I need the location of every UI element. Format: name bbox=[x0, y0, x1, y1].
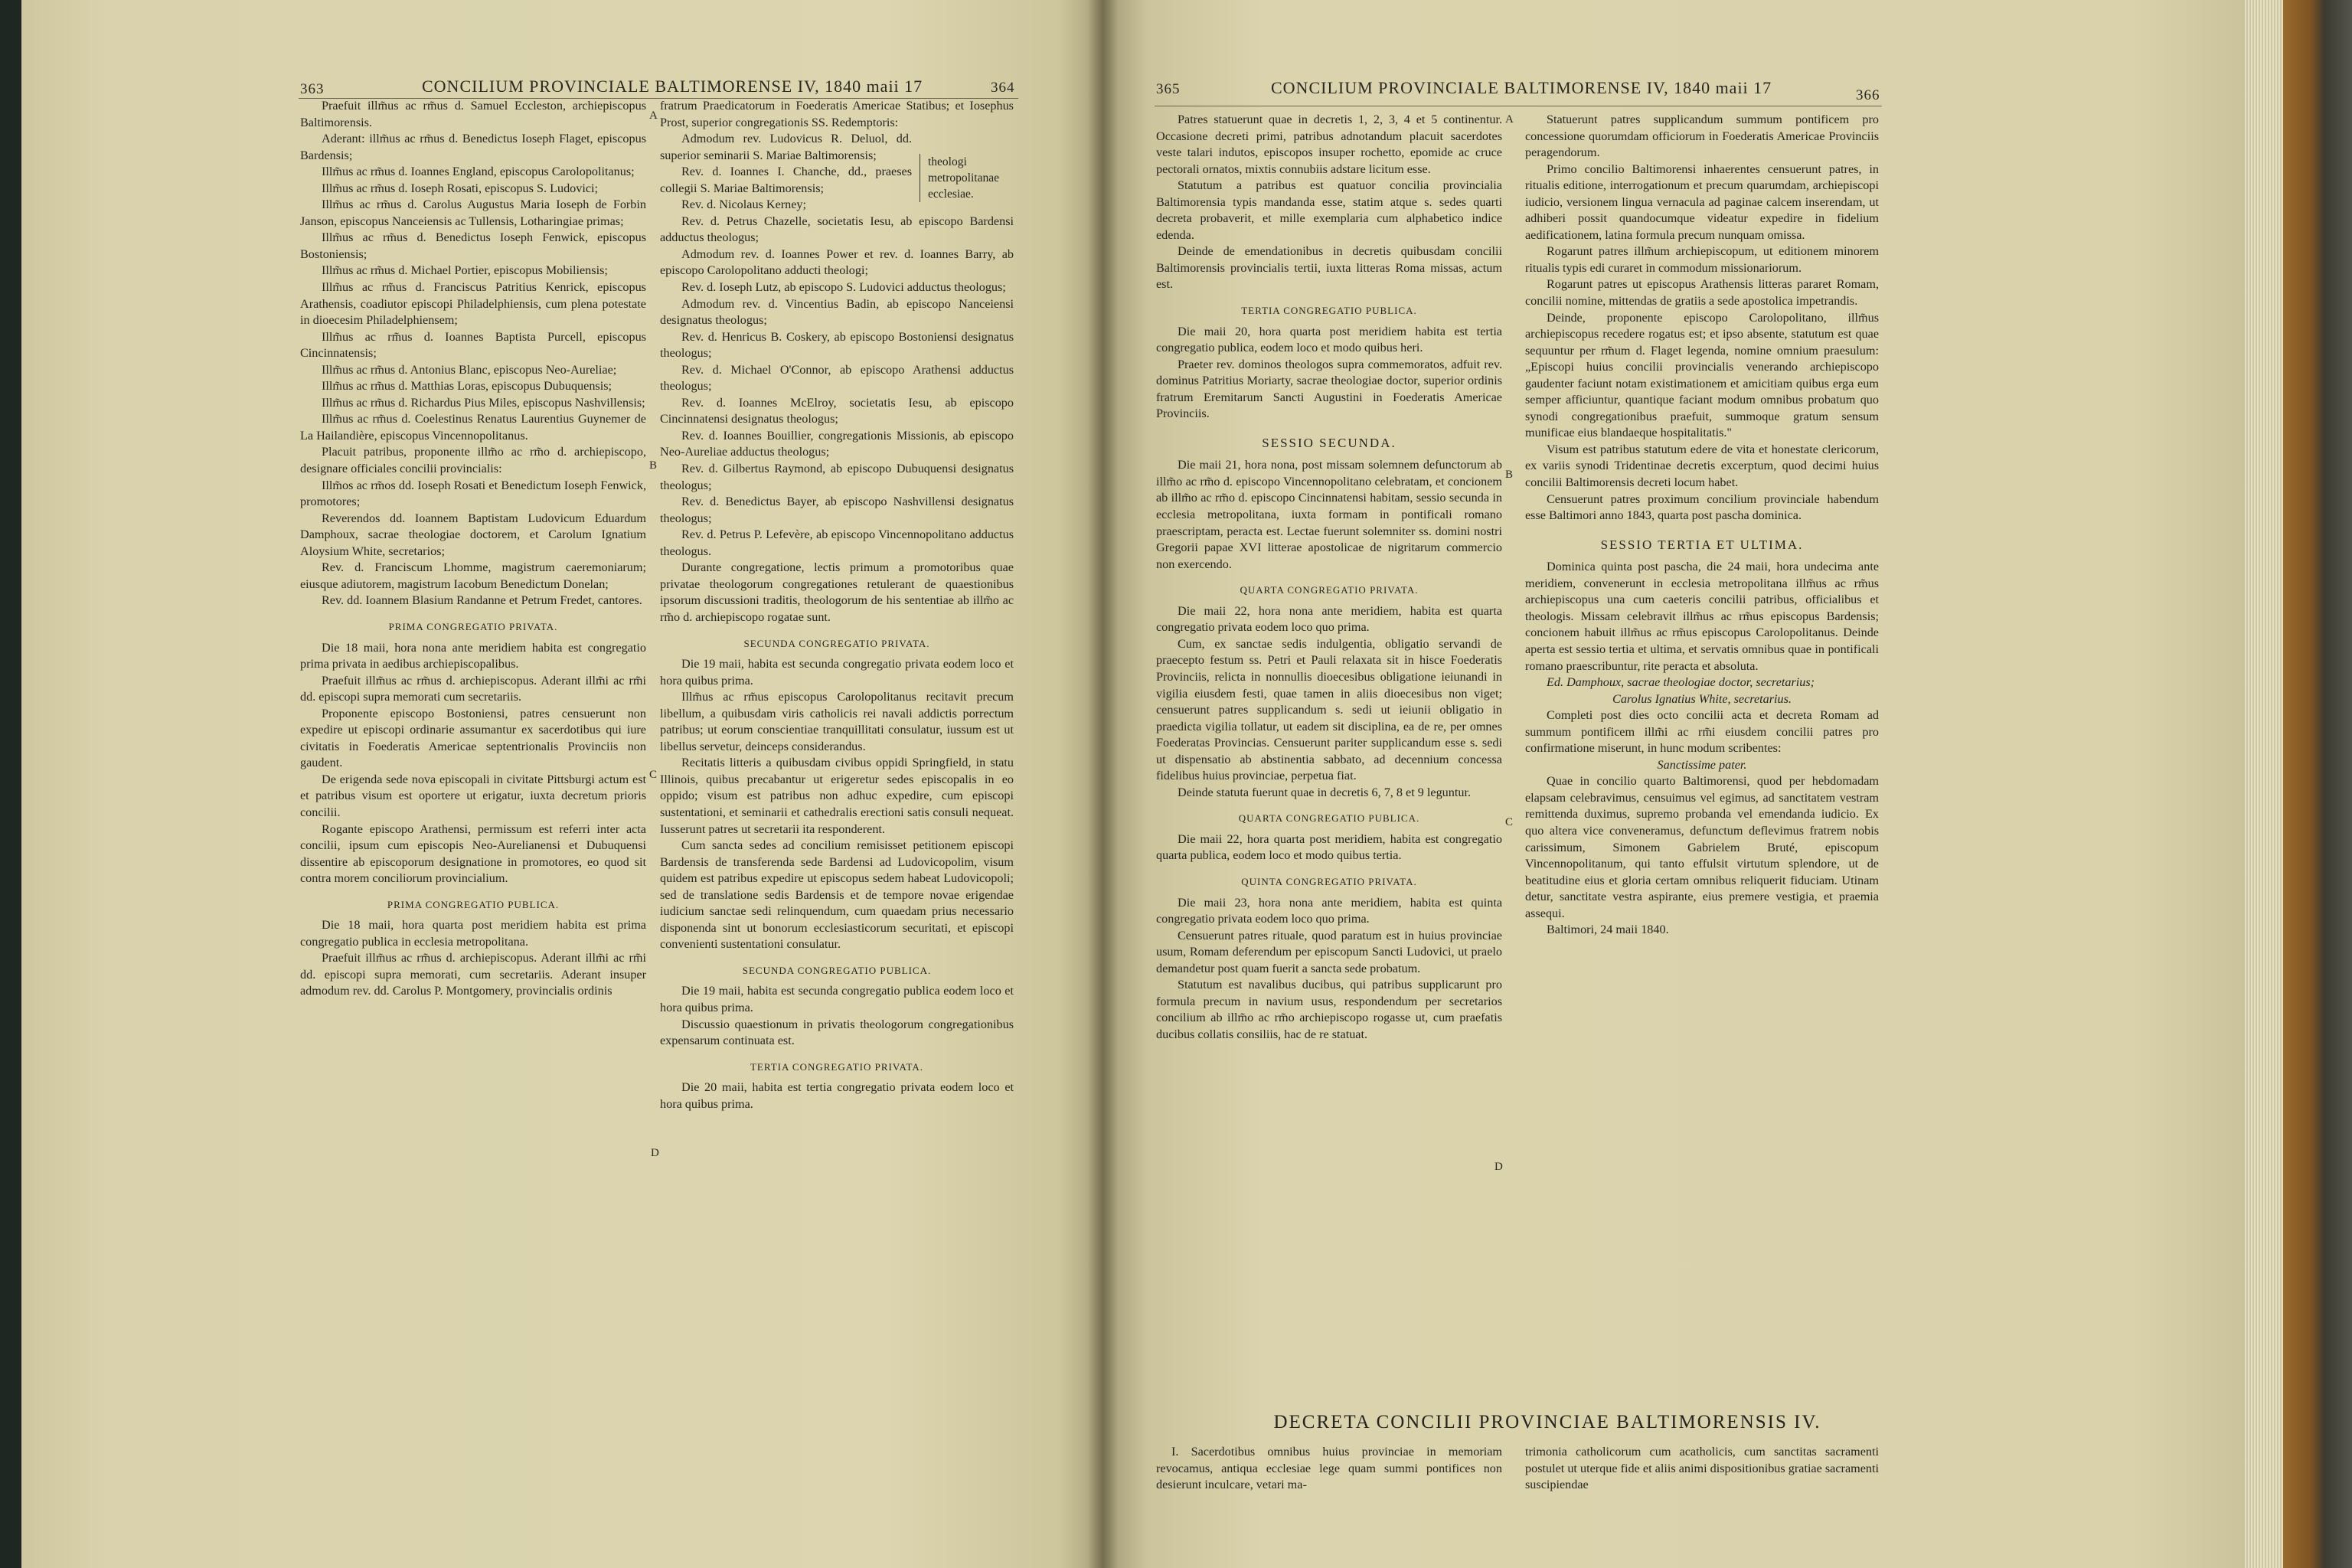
paragraph: Reverendos dd. Ioannem Baptistam Ludovicum Eduardum Damphoux, sacrae theologiae doctorem, et Carolum Ignatium Aloysium White, secretarios; bbox=[300, 511, 646, 558]
margin-letter-c: C bbox=[649, 769, 658, 781]
decreta-column-2 bbox=[1525, 1444, 1879, 1494]
paragraph: Patres statuerunt quae in decretis 1, 2, 3, 4 et 5 continentur. Occasione decreti primi, patribus adnotandum placuit sacerdotes veste talari indutos, episcopos insuper rochetto, epomide ac cruce pectorali ornatos, mixtis connubiis adstare licitum esse. bbox=[1156, 113, 1502, 176]
paragraph: Aderant: illm̃us ac rm̃us d. Benedictus Ioseph Flaget, episcopus Bardensis; bbox=[300, 132, 646, 162]
paragraph: Rev. d. Franciscum Lhomme, magistrum caeremoniarum; eiusque adiutorem, magistrum Iacobum Benedictum Donelan; bbox=[300, 560, 646, 591]
margin-letter-a-right: A bbox=[1505, 113, 1514, 126]
paragraph: Rev. dd. Ioannem Blasium Randanne et Petrum Fredet, cantores. bbox=[322, 593, 642, 608]
margin-letter-d-right: D bbox=[1494, 1161, 1503, 1173]
signature-line: Carolus Ignatius White, secretarius. bbox=[1612, 691, 1792, 706]
paragraph: Rev. d. Ioannes Bouillier, congregationis Missionis, ab episcopo Neo-Aureliae adductus theologus; bbox=[660, 428, 1014, 459]
decreta-text-1: I. Sacerdotibus omnibus huius provinciae in memoriam revocamus, antiqua ecclesiae lege quam summi pontifices non desierunt inculcare, vetari ma- bbox=[1156, 1445, 1502, 1491]
margin-letter-b: B bbox=[649, 459, 658, 472]
section-heading: SECUNDA CONGREGATIO PRIVATA. bbox=[743, 637, 930, 649]
paragraph: Illm̃us ac rm̃us d. Richardus Pius Miles, episcopus Nashvillensis; bbox=[322, 395, 645, 410]
paragraph: Statutum est navalibus ducibus, qui patribus supplicarunt pro formula precum in navium usus, respondendum per secretarios concilium ab illm̃o ac rm̃o archiepiscopo rogasse ut, cum praefatis ducibus collatis consiliis, hac de re statuat. bbox=[1156, 978, 1502, 1041]
paragraph: Praeter rev. dominos theologos supra commemoratos, adfuit rev. dominus Patritius Moriarty, sacrae theologiae doctor, superior ordinis fratrum Eremitarum Sancti Augustini in Foederatis Americae Provinciis. bbox=[1156, 357, 1502, 421]
paragraph: Praefuit illm̃us ac rm̃us d. archiepiscopus. Aderant illm̃i ac rm̃i dd. episcopi supra memorati, cum secretariis. Aderant insuper admodum rev. dd. Carolus P. Montgomery, provincialis ordinis bbox=[300, 951, 646, 998]
margin-letter-d: D bbox=[651, 1147, 659, 1159]
bracket-label: theologi metropolitanae ecclesiae. bbox=[920, 154, 1014, 202]
paragraph: Die maii 21, hora nona, post missam solemnem defunctorum ab illm̃o ac rm̃o d. episcopo Vincennopolitano celebratam, et concionem ab illm̃o ac rm̃o d. episcopo Cincinnatensi habitam, sessio secunda in ecclesia metropolitana, iuxta formam in pontificali romano praescriptam, peracta est. Lectae fuerunt solemniter ss. domini nostri Gregorii papae XVI litterae apostolicae de nigritarum commercio non exercendo. bbox=[1156, 458, 1502, 571]
paragraph: Rev. d. Ioseph Lutz, ab episcopo S. Ludovici adductus theologus; bbox=[681, 280, 1006, 295]
decreta-heading: DECRETA CONCILII PROVINCIAE BALTIMORENSIS IV. bbox=[1273, 1412, 1821, 1432]
section-heading: SECUNDA CONGREGATIO PUBLICA. bbox=[742, 964, 932, 976]
section-heading: TERTIA CONGREGATIO PRIVATA. bbox=[750, 1060, 924, 1073]
paragraph: Deinde, proponente episcopo Carolopolitano, illm̃us archiepiscopus recedere rogatus est; et ipso absente, statutum est quae sequuntur per rm̃um d. Flaget legenda, nomine omnium praesulum: „Episcopi huius concilii provincialis venerando archiepiscopo gaudenter faciunt notam existimationem et amicitiam quibus erga eum semper afficiuntur, quantique faciant modum omnibus probatum quo synodi congregationibus praefuit, summoque gratum sensum munificae eius blandaeque hospitalitatis." bbox=[1525, 310, 1879, 440]
page-edges bbox=[2245, 0, 2283, 1568]
paragraph: Durante congregatione, lectis primum a promotoribus quae privatae theologorum congregationes retulerant de quaestionibus ipsorum discussioni traditis, theologorum de his sententiae ab illm̃o ac rm̃o d. archiepiscopo rogatae sunt. bbox=[660, 560, 1014, 624]
paragraph: Statutum a patribus est quatuor concilia provincialia Baltimorensia typis mandanda esse, statim atque s. sedes quarti decreta probaverit, et mille exemplaria cum alphabetico indice edenda. bbox=[1156, 178, 1502, 242]
paragraph: Primo concilio Baltimorensi inhaerentes censuerunt patres, in ritualis editione, interrogationum et precum quarumdam, archiepiscopi iudicio, versionem lingua vernacula ad paginae calcem inserendam, ut adhiberi possit quandocumque videatur expedire in fidelium aedificationem, latina formula precum nunquam omissa. bbox=[1525, 162, 1879, 242]
left-page-column-2 bbox=[660, 98, 1014, 1522]
paragraph: Illm̃us ac rm̃us d. Ioseph Rosati, episcopus S. Ludovici; bbox=[322, 181, 599, 195]
paragraph: Die 20 maii, habita est tertia congregatio privata eodem loco et hora quibus prima. bbox=[660, 1080, 1014, 1111]
paragraph: Quae in concilio quarto Baltimorensi, quod per hebdomadam elapsam celebravimus, censuimus vel egimus, ad sanctitatem vestram remittenda duximus, supremo probanda vel emendanda iudicio. Ex quo altera vice conveneramus, defunctum deflevimus fratrem nobis carissimum, Simonem Gabrielem Bruté, episcopum Vincennopolitanum, qui tanto effulsit virtutum splendore, ut de beatitudine eius et gloria certam omnibus reliquerit fiduciam. Utinam detur, sanctitate vestra aspirante, eius premere vestigia, et praemia assequi. bbox=[1525, 774, 1879, 920]
paragraph: Rev. d. Henricus B. Coskery, ab episcopo Bostoniensi designatus theologus; bbox=[660, 329, 1014, 361]
paragraph: Die 18 maii, hora nona ante meridiem habita est congregatio prima privata in aedibus archiepiscopalibus. bbox=[300, 640, 646, 671]
paragraph: Illm̃os ac rm̃os dd. Ioseph Rosati et Benedictum Ioseph Fenwick, promotores; bbox=[300, 478, 646, 509]
paragraph: Cum sancta sedes ad concilium remisisset petitionem episcopi Bardensis de transferenda sede Bardensi ad Ludovicopolim, visum quidem est patribus expedire ut episcopus sedem habeat Ludovicopoli; sed de translatione sedis Bardensis et de tempore novae erigendae iudicium sanctae sedi relinquendum, cum quaedam prius necessario disponenda sint ut bonorum ecclesiasticorum securitati, et episcopi convenienti sustentationi consulatur. bbox=[660, 838, 1014, 952]
paragraph: Rev. d. Petrus Chazelle, societatis Iesu, ab episcopo Bardensi adductus theologus; bbox=[660, 214, 1014, 245]
paragraph: Illm̃us ac rm̃us d. Ioannes Baptista Purcell, episcopus Cincinnatensis; bbox=[300, 329, 646, 361]
decreta-text-2: trimonia catholicorum cum acatholicis, cum sanctitas sacramenti postulet ut uterque fide et aliis animi dispositionibus gratiae sacramenti suscipiendae bbox=[1525, 1445, 1879, 1491]
paragraph: Die maii 22, hora nona ante meridiem, habita est quarta congregatio privata eodem loco quo prima. bbox=[1156, 603, 1502, 635]
session-heading: SESSIO TERTIA ET ULTIMA. bbox=[1600, 537, 1804, 552]
col2-intro: fratrum Praedicatorum in Foederatis Americae Statibus; et Iosephus Prost, superior congregationis SS. Redemptoris: bbox=[660, 99, 1014, 129]
page-number-363: 363 bbox=[300, 81, 325, 97]
margin-letter-b-right: B bbox=[1505, 469, 1514, 481]
section-heading: QUARTA CONGREGATIO PUBLICA. bbox=[1238, 812, 1420, 825]
paragraph: Deinde statuta fuerunt quae in decretis 6, 7, 8 et 9 leguntur. bbox=[1178, 785, 1471, 799]
paragraph: Praefuit illm̃us ac rm̃us d. Samuel Eccleston, archiepiscopus Baltimorensis. bbox=[300, 99, 646, 129]
paragraph: Illm̃us ac rm̃us d. Ioannes England, episcopus Carolopolitanus; bbox=[322, 165, 635, 179]
paragraph: Rev. d. Gilbertus Raymond, ab episcopo Dubuquensi designatus theologus; bbox=[660, 462, 1014, 492]
left-page-column-1 bbox=[300, 98, 646, 1522]
section-heading: PRIMA CONGREGATIO PRIVATA. bbox=[388, 620, 558, 632]
paragraph: Die 19 maii, habita est secunda congregatio privata eodem loco et hora quibus prima. bbox=[660, 657, 1014, 688]
paragraph: Rogarunt patres ut episcopus Arathensis litteras pararet Romam, concilii nomine, mittendas de gratiis a sede apostolica impetrandis. bbox=[1525, 277, 1879, 309]
theologi-group bbox=[660, 131, 1014, 214]
paragraph: Cum, ex sanctae sedis indulgentia, obligatio servandi de praecepto festum ss. Petri et Pauli relaxata sit in hisce Foederatis Provinciis, relicta in nonnullis dioecesibus obligatione ieiunandi in vigilia eiusdem festi, quae tamen in aliis dioecesibus non viget; censuerunt patres supplicandum s. sedi ut ieiunii obligatio in praedicta vigilia tollatur, ut eadem sit disciplina, ea de re, per omnes Foederatas Provincias. Censuerunt pariter supplicandum esse s. sedi ut dispensatio ab abstinentia sabbato, ad decennium concessa fidelibus huius provinciae, perpetua fiat. bbox=[1156, 636, 1502, 783]
paragraph: Rev. d. Ioannes McElroy, societatis Iesu, ab episcopo Cincinnatensi designatus theologus; bbox=[660, 395, 1014, 426]
paragraph: Admodum rev. d. Ioannes Power et rev. d. Ioannes Barry, ab episcopo Carolopolitano adducti theologi; bbox=[660, 247, 1014, 278]
paragraph: Rogarunt patres illm̃um archiepiscopum, ut editionem minorem ritualis typis edi curaret in commodum missionariorum. bbox=[1525, 244, 1879, 275]
session-heading: SESSIO SECUNDA. bbox=[1262, 435, 1396, 450]
page-number-366: 366 bbox=[1856, 87, 1880, 103]
paragraph: Illm̃us ac rm̃us d. Michael Portier, episcopus Mobiliensis; bbox=[322, 263, 608, 278]
paragraph: Illm̃us ac rm̃us d. Franciscus Patritius Kenrick, episcopus Arathensis, coadiutor episcopi Philadelphiensis, cum plena potestate in dioecesim Philadelphiensem; bbox=[300, 280, 646, 328]
paragraph: Illm̃us ac rm̃us d. Coelestinus Renatus Laurentius Guynemer de La Hailandière, episcopus Vincennopolitanus. bbox=[300, 412, 646, 443]
paragraph: Censuerunt patres proximum concilium provinciale habendum esse Baltimori anno 1843, quarta post pascha dominica. bbox=[1525, 492, 1879, 523]
paragraph: Deinde de emendationibus in decretis quibusdam concilii Baltimorensis provincialis tertii, iuxta litteras Roma missas, actum est. bbox=[1156, 244, 1502, 292]
desk-background bbox=[0, 0, 23, 1568]
book-gutter bbox=[1087, 0, 1118, 1568]
paragraph: Illm̃us ac rm̃us d. Antonius Blanc, episcopus Neo-Aureliae; bbox=[322, 362, 617, 377]
margin-letter-a: A bbox=[649, 109, 658, 122]
paragraph: Illm̃us ac rm̃us d. Carolus Augustus Maria Ioseph de Forbin Janson, episcopus Nanceiensis ac Tullensis, Lotharingiae primas; bbox=[300, 198, 646, 228]
paragraph: Proponente episcopo Bostoniensi, patres censuerunt non expedire ut episcopi ordinarie assumantur ex sacerdotibus qui iure civitatis in Foederatis Americae septentrionalis Provinciis non gaudent. bbox=[300, 706, 646, 770]
paragraph: Censuerunt patres rituale, quod paratum est in huius provinciae usum, Romam deferendum per episcopum Sancti Ludovici, ut praelo demandetur post quam fuerit a sancta sede probatum. bbox=[1156, 928, 1502, 975]
paragraph: Illm̃us ac rm̃us episcopus Carolopolitanus recitavit precum libellum, a quibusdam viris catholicis rei navali addictis porrectum patribus; ut eorum conscientiae tranquillitati consulatur, iussum est ut libellus servetur, deinceps considerandus. bbox=[660, 690, 1014, 753]
signature-line: Ed. Damphoux, sacrae theologiae doctor, secretarius; bbox=[1547, 675, 1815, 690]
paragraph: Praefuit illm̃us ac rm̃us d. archiepiscopus. Aderant illm̃i ac rm̃i dd. episcopi supra memorati cum secretariis. bbox=[300, 673, 646, 704]
paragraph: Placuit patribus, proponente illm̃o ac rm̃o d. archiepiscopo, designare officiales concilii provincialis: bbox=[300, 445, 646, 476]
section-heading: PRIMA CONGREGATIO PUBLICA. bbox=[387, 898, 560, 910]
paragraph: De erigenda sede nova episcopali in civitate Pittsburgi actum est et patribus visum est oportere ut erigatur, iuxta decretum prioris concilii. bbox=[300, 772, 646, 819]
page-number-364: 364 bbox=[991, 80, 1015, 96]
signature-line: Sanctissime pater. bbox=[1657, 757, 1747, 772]
paragraph: Statuerunt patres supplicandum summum pontificem pro concessione quorumdam officiorum in Foederatis Americae Provinciis peragendorum. bbox=[1525, 113, 1879, 160]
paragraph: Discussio quaestionum in privatis theologorum congregationibus expensarum continuata est. bbox=[660, 1017, 1014, 1048]
running-head-title-right: CONCILIUM PROVINCIALE BALTIMORENSE IV, 1840 maii 17 bbox=[1271, 78, 1772, 97]
paragraph: Rev. d. Michael O'Connor, ab episcopo Arathensi adductus theologus; bbox=[660, 362, 1014, 394]
paragraph: Rev. d. Benedictus Bayer, ab episcopo Nashvillensi designatus theologus; bbox=[660, 495, 1014, 525]
paragraph: Rev. d. Petrus P. Lefevère, ab episcopo Vincennopolitano adductus theologus. bbox=[660, 528, 1014, 558]
paragraph: Rogante episcopo Arathensi, permissum est referri inter acta concilii, ipsum cum episcopis Neo-Aurelianensi et Dubuquensi dissentire ab episcoporum designatione in promotores, eo quod sit contra morem conciliorum provincialium. bbox=[300, 822, 646, 886]
running-head-title: CONCILIUM PROVINCIALE BALTIMORENSE IV, 1840 maii 17 bbox=[422, 77, 923, 96]
book-cover-edge bbox=[2283, 0, 2352, 1568]
paragraph: Baltimori, 24 maii 1840. bbox=[1547, 923, 1669, 937]
margin-letter-c-right: C bbox=[1505, 816, 1514, 828]
paragraph: Admodum rev. d. Vincentius Badin, ab episcopo Nanceiensi designatus theologus; bbox=[660, 296, 1014, 328]
paragraph: Dominica quinta post pascha, die 24 maii, hora undecima ante meridiem, convenerunt in ecclesia metropolitana illm̃us ac rm̃us archiepiscopus una cum caeteris concilii patribus, officialibus et theologis. Missam celebravit illm̃us ac rm̃us episcopus Bardensis; concionem habuit illm̃us ac rm̃us episcopus Carolopolitanus. Deinde aperta est sessio tertia et ultima, et servatis omnibus quae in pontificali romano praescribuntur, rite peracta et absoluta. bbox=[1525, 560, 1879, 673]
right-page-column-2 bbox=[1525, 112, 1879, 1406]
decreta-column-1 bbox=[1156, 1444, 1502, 1494]
page-number-365: 365 bbox=[1156, 81, 1181, 97]
section-heading: QUINTA CONGREGATIO PRIVATA. bbox=[1241, 875, 1417, 887]
paragraph: Die maii 22, hora quarta post meridiem, habita est congregatio quarta publica, eodem loco et modo quibus tertia. bbox=[1156, 831, 1502, 863]
paragraph: Completi post dies octo concilii acta et decreta Romam ad summum pontificem illm̃i ac rm̃i eiusdem concilii patres pro confirmatione miserunt, in hunc modum scribentes: bbox=[1525, 708, 1879, 756]
theologus-entry: Rev. d. Nicolaus Kerney; bbox=[681, 198, 807, 212]
paragraph: Visum est patribus statutum edere de vita et honestate clericorum, ex variis synodi Tridentinae decretis excerptum, quod decimi huius concilii Baltimorensis decreti locum habet. bbox=[1525, 442, 1879, 490]
section-heading: TERTIA CONGREGATIO PUBLICA. bbox=[1241, 305, 1417, 317]
paragraph: Recitatis litteris a quibusdam civibus oppidi Springfield, in statu Illinois, quibus precabantur ut erigeretur sedes episcopalis in eo oppido; visum est patribus non adhuc expedire, cum episcopi sustentationi, et seminarii et cathedralis erectioni satis consuli nequeat. Iusserunt patres ut secretarii ita responderent. bbox=[660, 756, 1014, 836]
col2-body bbox=[660, 214, 1014, 1112]
right-page-column-1 bbox=[1156, 112, 1502, 1406]
paragraph: Illm̃us ac rm̃us d. Matthias Loras, episcopus Dubuquensis; bbox=[322, 379, 612, 394]
paragraph: Die maii 20, hora quarta post meridiem habita est tertia congregatio publica, eodem loco et modo quibus heri. bbox=[1156, 324, 1502, 355]
paragraph: Illm̃us ac rm̃us d. Benedictus Ioseph Fenwick, episcopus Bostoniensis; bbox=[300, 230, 646, 261]
paragraph: Die maii 23, hora nona ante meridiem, habita est quinta congregatio privata eodem loco quo prima. bbox=[1156, 895, 1502, 926]
section-heading: QUARTA CONGREGATIO PRIVATA. bbox=[1240, 584, 1419, 596]
paragraph: Die 18 maii, hora quarta post meridiem habita est prima congregatio publica in ecclesia metropolitana. bbox=[300, 918, 646, 949]
paragraph: Die 19 maii, habita est secunda congregatio publica eodem loco et hora quibus prima. bbox=[660, 984, 1014, 1014]
theologus-entry: Admodum rev. Ludovicus R. Deluol, dd. superior seminarii S. Mariae Baltimorensis; bbox=[660, 132, 912, 162]
theologus-entry: Rev. d. Ioannes I. Chanche, dd., praeses collegii S. Mariae Baltimorensis; bbox=[660, 165, 912, 195]
